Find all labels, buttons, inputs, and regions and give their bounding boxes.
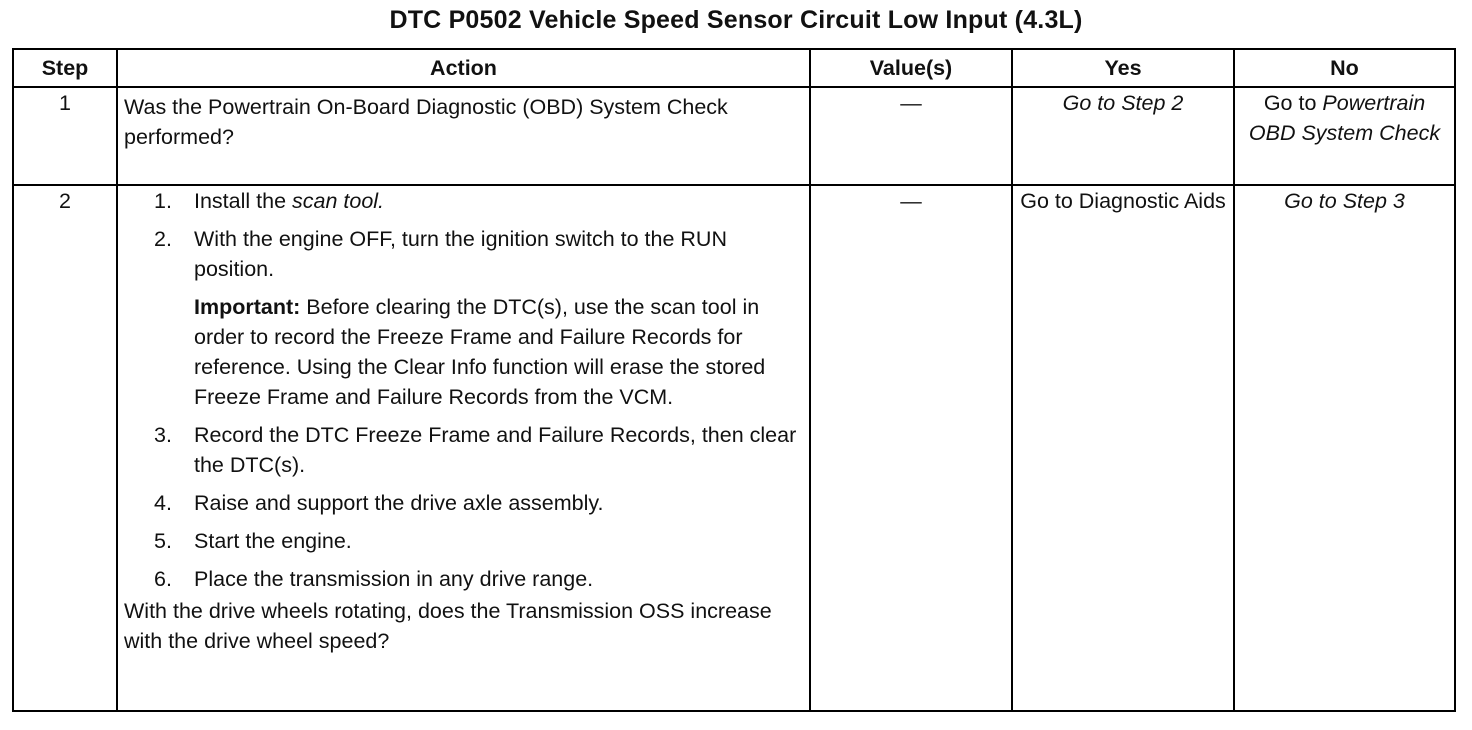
header-action: Action [117, 49, 810, 87]
no-cell [1234, 185, 1455, 711]
value-cell: — [810, 185, 1012, 711]
no-link[interactable]: Go to Step 3 [1284, 189, 1405, 213]
list-number: 3. [154, 423, 172, 447]
page-title: DTC P0502 Vehicle Speed Sensor Circuit Low Input (4.3L) [389, 6, 1083, 34]
table-row [13, 87, 1455, 185]
yes-cell [1012, 87, 1234, 185]
list-number: 2. [154, 227, 172, 251]
step-number: 2 [13, 185, 117, 711]
list-item [124, 420, 803, 480]
important-text: Before clearing the DTC(s), use the scan tool in order to record the Freeze Frame and Failure Records for reference. Using the Clear Info function will erase the stored Freeze Frame and Failure Records from the VCM. [194, 295, 766, 409]
action-question: With the drive wheels rotating, does the Transmission OSS increase with the drive wheel speed? [124, 599, 772, 653]
table-header-row [13, 49, 1455, 87]
table-row [13, 185, 1455, 711]
procedure-list [124, 420, 803, 594]
list-text: Raise and support the drive axle assembly. [194, 491, 604, 515]
action-cell [117, 87, 810, 185]
no-prefix: Go to [1263, 91, 1317, 115]
list-number: 1. [154, 189, 172, 213]
list-item [124, 526, 803, 556]
yes-link[interactable]: Go to Diagnostic Aids [1020, 189, 1226, 213]
header-no: No [1234, 49, 1455, 87]
no-cell [1234, 87, 1455, 185]
list-text: Start the engine. [194, 529, 352, 553]
list-text: Place the transmission in any drive range. [194, 567, 594, 591]
list-item [124, 224, 803, 284]
list-text: Record the DTC Freeze Frame and Failure Records, then clear the DTC(s). [194, 423, 797, 477]
action-question: Was the Powertrain On-Board Diagnostic (OBD) System Check performed? [124, 95, 728, 149]
procedure-list [124, 186, 803, 284]
header-yes: Yes [1012, 49, 1234, 87]
list-item [124, 488, 803, 518]
list-number: 5. [154, 529, 172, 553]
no-link[interactable]: Powertrain OBD System Check [1248, 91, 1441, 145]
yes-cell [1012, 185, 1234, 711]
list-item [124, 186, 803, 216]
diagnostic-table [12, 48, 1456, 712]
important-label: Important: [194, 295, 301, 319]
list-text: Install the [194, 189, 292, 213]
step-number: 1 [13, 87, 117, 185]
value-cell: — [810, 87, 1012, 185]
header-step: Step [13, 49, 117, 87]
yes-link[interactable]: Go to Step 2 [1062, 91, 1184, 115]
action-cell [117, 185, 810, 711]
header-values: Value(s) [810, 49, 1012, 87]
list-number: 6. [154, 567, 172, 591]
list-text: With the engine OFF, turn the ignition switch to the RUN position. [194, 227, 727, 281]
list-number: 4. [154, 491, 172, 515]
list-item [124, 564, 803, 594]
important-note [124, 292, 803, 412]
list-text-italic: scan tool. [292, 189, 385, 213]
